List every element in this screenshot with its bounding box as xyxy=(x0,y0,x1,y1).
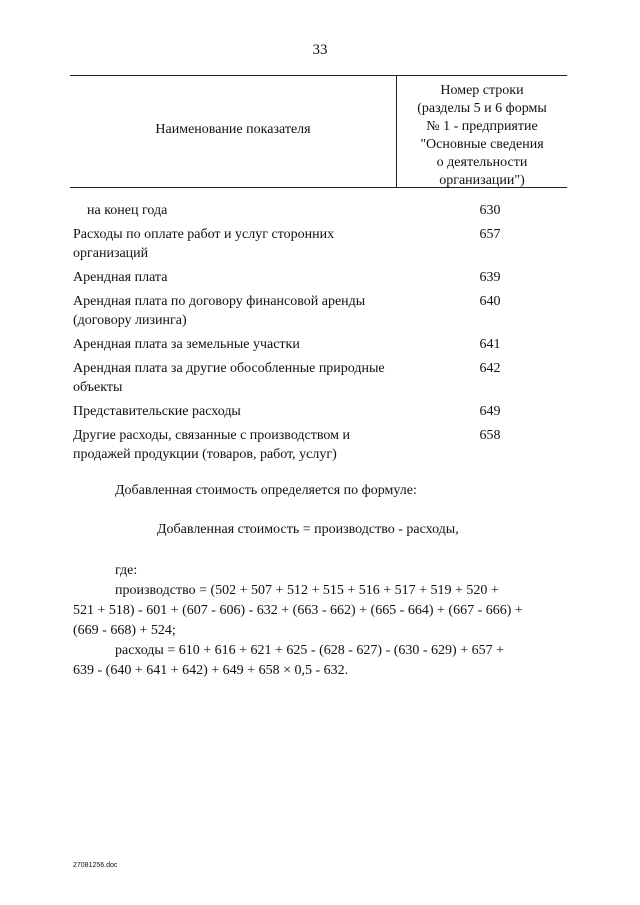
line-number: 642 xyxy=(479,361,501,376)
table-row xyxy=(73,359,567,397)
table-row xyxy=(73,402,567,421)
indicator-name: на конец года xyxy=(87,203,168,218)
line-number: 640 xyxy=(479,294,501,309)
indicator-name: Арендная плата за земельные участки xyxy=(73,337,300,352)
table-row xyxy=(73,426,567,464)
table-row xyxy=(73,335,567,354)
line-number: 641 xyxy=(479,337,501,352)
where-label: где: xyxy=(115,563,138,578)
indicator-name: Арендная плата по договору финансовой аренды (договору лизинга) xyxy=(73,294,366,328)
indicator-name: Другие расходы, связанные с производством и продажей продукции (товаров, работ, услуг) xyxy=(73,428,350,462)
table-row xyxy=(73,201,567,220)
production-formula-line-3: (669 - 668) + 524; xyxy=(73,623,176,638)
table-header-code-line: "Основные сведения xyxy=(420,137,544,152)
table-row xyxy=(73,225,567,263)
table-header-code-line: о деятельности xyxy=(436,155,528,170)
page-number: 33 xyxy=(312,42,328,58)
indicator-name: Арендная плата за другие обособленные природные объекты xyxy=(73,361,385,395)
indicator-name: Представительские расходы xyxy=(73,404,241,419)
table-header-name: Наименование показателя xyxy=(155,122,311,137)
table-body xyxy=(73,201,567,464)
table-header-code-line: Номер строки xyxy=(440,83,524,98)
line-number: 639 xyxy=(479,270,501,285)
indicator-name: Арендная плата xyxy=(73,270,168,285)
formula-intro: Добавленная стоимость определяется по формуле: xyxy=(115,483,417,498)
table-header-code-line: (разделы 5 и 6 формы xyxy=(417,101,547,116)
line-number: 630 xyxy=(479,203,501,218)
indicator-name: Расходы по оплате работ и услуг сторонних организаций xyxy=(73,227,335,261)
table-header-code xyxy=(397,82,567,190)
line-number: 658 xyxy=(479,428,501,443)
table-top-border xyxy=(70,75,567,76)
line-number: 649 xyxy=(479,404,501,419)
table-row xyxy=(73,292,567,330)
table-header-code-line: № 1 - предприятие xyxy=(426,119,538,134)
line-number: 657 xyxy=(479,227,501,242)
expenses-formula-line-2: 639 - (640 + 641 + 642) + 649 + 658 × 0,5 - 632. xyxy=(73,663,349,678)
production-formula-line-1: производство = (502 + 507 + 512 + 515 + 516 + 517 + 519 + 520 + xyxy=(115,583,499,598)
production-formula-line-2: 521 + 518) - 601 + (607 - 606) - 632 + (663 - 662) + (665 - 664) + (667 - 666) + xyxy=(73,603,523,618)
table-header-code-line: организации") xyxy=(439,173,525,188)
expenses-formula-line-1: расходы = 610 + 616 + 621 + 625 - (628 - 627) - (630 - 629) + 657 + xyxy=(115,643,505,658)
table-row xyxy=(73,268,567,287)
document-filename: 27081256.doc xyxy=(73,862,118,869)
formula-definition: Добавленная стоимость = производство - расходы, xyxy=(157,522,459,537)
